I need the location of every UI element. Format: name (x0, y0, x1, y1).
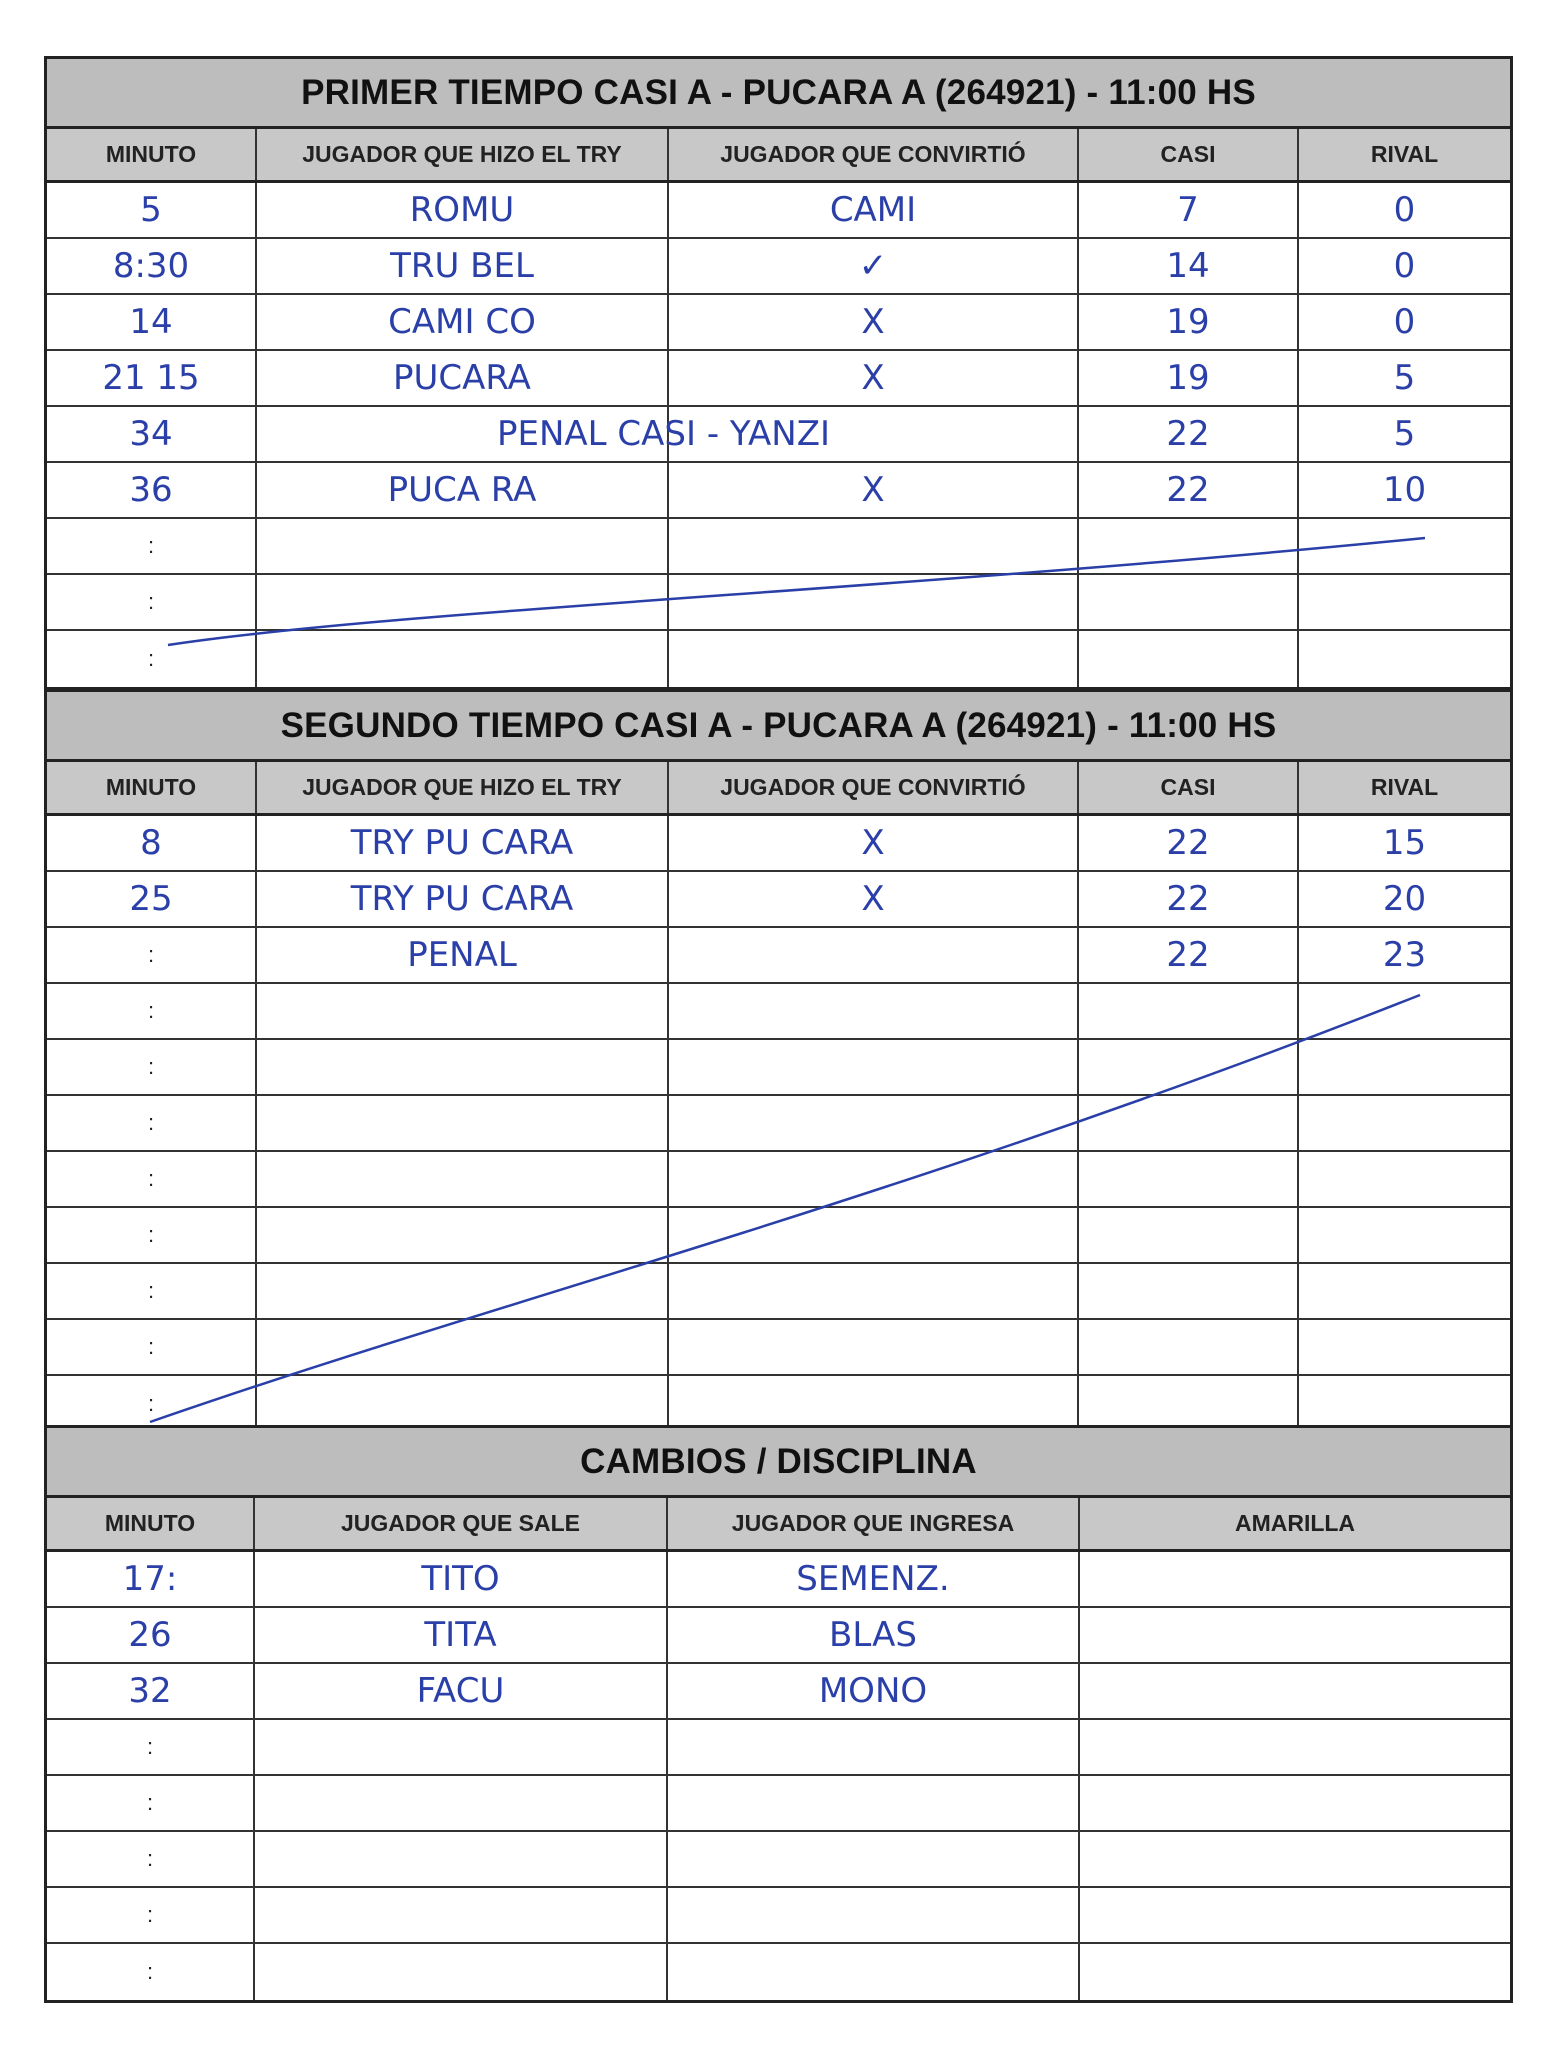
second-half-table (44, 689, 1513, 1435)
try-cell (257, 1264, 669, 1318)
table-row (47, 295, 1510, 351)
player-in-cell: BLAS (668, 1608, 1080, 1662)
yellow-card-cell (1080, 1664, 1510, 1718)
rival-score-cell: 5 (1393, 414, 1416, 454)
try-cell: TRY PU CARA (257, 816, 669, 870)
minuto-cell: : (47, 1376, 257, 1432)
convirtio-cell (669, 1208, 1079, 1262)
convirtio-cell: X (669, 872, 1079, 926)
table-row (47, 1264, 1510, 1320)
try-cell: PUCA RA (257, 463, 669, 517)
first-half-header-row (47, 129, 1510, 183)
table-row (47, 351, 1510, 407)
minuto-cell: : (47, 1152, 257, 1206)
rival-score-cell: 0 (1393, 246, 1416, 286)
table-row (47, 463, 1510, 519)
first-half-table (44, 56, 1513, 690)
minuto-cell: : (47, 1320, 257, 1374)
casi-score-cell: 7 (1079, 183, 1299, 237)
header-minuto: MINUTO (47, 1498, 255, 1549)
table-row (47, 872, 1510, 928)
player-out-cell (255, 1776, 668, 1830)
convirtio-cell (669, 1320, 1079, 1374)
table-row (47, 1720, 1510, 1776)
try-cell (257, 519, 669, 573)
try-cell (257, 631, 669, 687)
header-rival: RIVAL (1370, 141, 1439, 167)
rival-score-cell (1299, 631, 1510, 687)
convirtio-cell (669, 519, 1079, 573)
minuto-cell: 34 (47, 407, 257, 461)
minuto-cell: 17: (47, 1552, 255, 1606)
player-in-cell: MONO (668, 1664, 1080, 1718)
minuto-cell: : (47, 631, 257, 687)
yellow-card-cell (1080, 1608, 1510, 1662)
substitutions-header-row (47, 1498, 1510, 1552)
second-half-body (47, 816, 1510, 1432)
table-row (47, 1096, 1510, 1152)
casi-score-cell (1079, 1208, 1299, 1262)
table-row (47, 239, 1510, 295)
minuto-cell: : (47, 519, 257, 573)
convirtio-cell (669, 631, 1079, 687)
yellow-card-cell (1080, 1944, 1510, 2000)
rival-score-cell: 0 (1393, 190, 1416, 230)
try-cell (257, 1040, 669, 1094)
minuto-cell: : (47, 1040, 257, 1094)
minuto-cell: : (47, 575, 257, 629)
table-row (47, 519, 1510, 575)
try-cell: PUCARA (257, 351, 669, 405)
casi-score-cell (1079, 984, 1299, 1038)
minuto-cell: 8 (47, 816, 257, 870)
casi-score-cell: 22 (1079, 928, 1299, 982)
minuto-cell: : (47, 928, 257, 982)
casi-score-cell: 19 (1079, 295, 1299, 349)
second-half-header-row (47, 762, 1510, 816)
minuto-cell: : (47, 984, 257, 1038)
minuto-cell: : (47, 1264, 257, 1318)
try-cell: PENAL CASI - YANZI (257, 407, 669, 461)
player-out-cell: FACU (255, 1664, 668, 1718)
table-row (47, 1376, 1510, 1432)
table-row (47, 631, 1510, 687)
table-row (47, 183, 1510, 239)
player-out-cell (255, 1720, 668, 1774)
player-in-cell (668, 1776, 1080, 1830)
minuto-cell: : (47, 1096, 257, 1150)
convirtio-cell (669, 575, 1079, 629)
table-row (47, 575, 1510, 631)
convirtio-cell: X (669, 351, 1079, 405)
header-convirtio: JUGADOR QUE CONVIRTIÓ (669, 129, 1079, 180)
convirtio-cell (669, 1376, 1079, 1432)
rival-score-cell (1299, 1040, 1510, 1094)
header-sale: JUGADOR QUE SALE (255, 1498, 668, 1549)
table-row (47, 1776, 1510, 1832)
rival-score-cell: 10 (1382, 470, 1427, 510)
casi-score-cell (1079, 1040, 1299, 1094)
casi-score-cell: 22 (1079, 872, 1299, 926)
casi-score-cell (1079, 631, 1299, 687)
player-in-cell (668, 1944, 1080, 2000)
yellow-card-cell (1080, 1832, 1510, 1886)
rival-score-cell (1299, 519, 1510, 573)
convirtio-cell (669, 928, 1079, 982)
player-out-cell: TITO (255, 1552, 668, 1606)
casi-score-cell (1079, 1376, 1299, 1432)
player-in-cell (668, 1888, 1080, 1942)
player-in-cell (668, 1832, 1080, 1886)
minuto-cell: 5 (47, 183, 257, 237)
minuto-cell: 32 (47, 1664, 255, 1718)
rival-score-cell: 15 (1382, 823, 1427, 863)
yellow-card-cell (1080, 1552, 1510, 1606)
casi-score-cell (1079, 1152, 1299, 1206)
try-cell (257, 984, 669, 1038)
substitutions-title: CAMBIOS / DISCIPLINA (47, 1428, 1510, 1498)
first-half-body (47, 183, 1510, 687)
casi-score-cell: 19 (1079, 351, 1299, 405)
casi-score-cell (1079, 1264, 1299, 1318)
minuto-cell: : (47, 1944, 255, 2000)
casi-score-cell (1079, 575, 1299, 629)
try-cell (257, 1376, 669, 1432)
player-in-cell: SEMENZ. (668, 1552, 1080, 1606)
minuto-cell: 36 (47, 463, 257, 517)
try-cell: CAMI CO (257, 295, 669, 349)
rival-score-cell (1299, 1208, 1510, 1262)
header-casi: CASI (1079, 762, 1299, 813)
player-out-cell (255, 1944, 668, 2000)
table-row (47, 1832, 1510, 1888)
yellow-card-cell (1080, 1720, 1510, 1774)
player-in-cell (668, 1720, 1080, 1774)
convirtio-cell: CAMI (669, 183, 1079, 237)
table-row (47, 816, 1510, 872)
rival-score-cell (1299, 575, 1510, 629)
minuto-cell: : (47, 1776, 255, 1830)
rival-score-cell (1299, 1152, 1510, 1206)
table-row (47, 1664, 1510, 1720)
table-row (47, 1944, 1510, 2000)
convirtio-cell (669, 1096, 1079, 1150)
convirtio-cell: X (669, 816, 1079, 870)
table-row (47, 1320, 1510, 1376)
convirtio-cell: ✓ (669, 239, 1079, 293)
minuto-cell: 21 15 (47, 351, 257, 405)
try-cell: ROMU (257, 183, 669, 237)
casi-score-cell (1079, 519, 1299, 573)
rival-score-cell (1299, 1096, 1510, 1150)
header-try: JUGADOR QUE HIZO EL TRY (257, 129, 669, 180)
rival-score-cell: 5 (1393, 358, 1416, 398)
table-row (47, 1552, 1510, 1608)
convirtio-cell (669, 1040, 1079, 1094)
rival-score-cell: 20 (1382, 879, 1427, 919)
try-cell (257, 1320, 669, 1374)
minuto-cell: 25 (47, 872, 257, 926)
table-row (47, 1208, 1510, 1264)
header-try: JUGADOR QUE HIZO EL TRY (257, 762, 669, 813)
player-out-cell: TITA (255, 1608, 668, 1662)
yellow-card-cell (1080, 1888, 1510, 1942)
yellow-card-cell (1080, 1776, 1510, 1830)
table-row (47, 1608, 1510, 1664)
substitutions-body (47, 1552, 1510, 2000)
try-cell: TRU BEL (257, 239, 669, 293)
rival-score-cell (1299, 984, 1510, 1038)
minuto-cell: : (47, 1720, 255, 1774)
try-cell (257, 1096, 669, 1150)
minuto-cell: 8:30 (47, 239, 257, 293)
casi-score-cell: 22 (1079, 463, 1299, 517)
player-out-cell (255, 1888, 668, 1942)
rival-score-cell: 0 (1393, 302, 1416, 342)
convirtio-cell: X (669, 295, 1079, 349)
rival-score-cell (1299, 1320, 1510, 1374)
try-cell (257, 575, 669, 629)
minuto-cell: : (47, 1208, 257, 1262)
rival-score-cell (1299, 1376, 1510, 1432)
casi-score-cell (1079, 1320, 1299, 1374)
convirtio-cell (669, 1264, 1079, 1318)
substitutions-table (44, 1425, 1513, 2003)
table-row (47, 1040, 1510, 1096)
try-cell: PENAL (257, 928, 669, 982)
casi-score-cell: 22 (1079, 407, 1299, 461)
minuto-cell: 26 (47, 1608, 255, 1662)
first-half-title: PRIMER TIEMPO CASI A - PUCARA A (264921) - 11:00 HS (47, 59, 1510, 129)
header-casi: CASI (1079, 129, 1299, 180)
minuto-cell: 14 (47, 295, 257, 349)
try-cell (257, 1208, 669, 1262)
table-row (47, 407, 1510, 463)
try-cell (257, 1152, 669, 1206)
convirtio-cell (669, 1152, 1079, 1206)
casi-score-cell: 14 (1079, 239, 1299, 293)
table-row (47, 1888, 1510, 1944)
convirtio-cell: X (669, 463, 1079, 517)
convirtio-cell (669, 984, 1079, 1038)
header-minuto: MINUTO (47, 129, 257, 180)
table-row (47, 928, 1510, 984)
casi-score-cell: 22 (1079, 816, 1299, 870)
header-minuto: MINUTO (47, 762, 257, 813)
player-out-cell (255, 1832, 668, 1886)
header-convirtio: JUGADOR QUE CONVIRTIÓ (669, 762, 1079, 813)
table-row (47, 1152, 1510, 1208)
table-row (47, 984, 1510, 1040)
second-half-title: SEGUNDO TIEMPO CASI A - PUCARA A (264921) - 11:00 HS (47, 692, 1510, 762)
minuto-cell: : (47, 1832, 255, 1886)
rival-score-cell: 23 (1382, 935, 1427, 975)
minuto-cell: : (47, 1888, 255, 1942)
header-amarilla: AMARILLA (1234, 1510, 1356, 1536)
try-cell: TRY PU CARA (257, 872, 669, 926)
header-ingresa: JUGADOR QUE INGRESA (668, 1498, 1080, 1549)
casi-score-cell (1079, 1096, 1299, 1150)
header-rival: RIVAL (1370, 774, 1439, 800)
rival-score-cell (1299, 1264, 1510, 1318)
